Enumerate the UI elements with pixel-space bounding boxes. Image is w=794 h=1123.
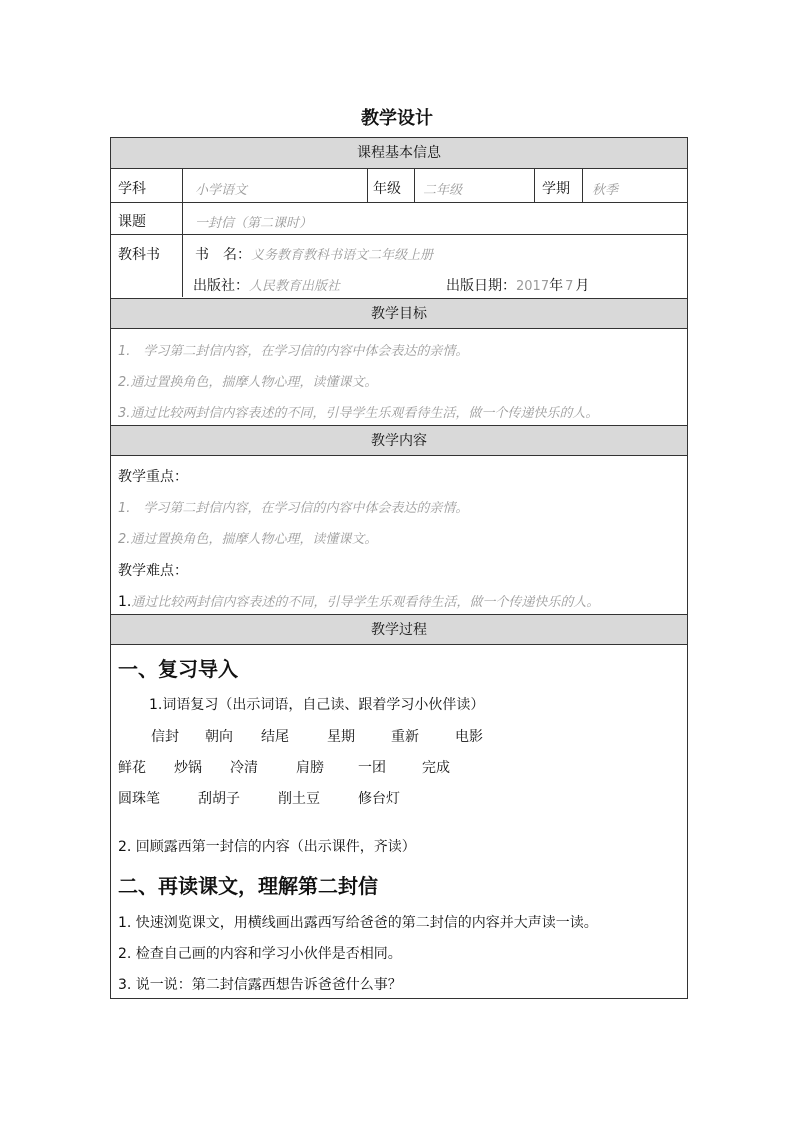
publisher-line: [193, 275, 340, 295]
vocab-word: 肩膀: [296, 760, 324, 776]
part2-item-3: 3. 说一说：第二封信露西想告诉爸爸什么事？: [118, 977, 402, 993]
book-name-label: 书 名：: [195, 247, 251, 263]
part2-heading: 二、再读课文，理解第二封信: [118, 874, 378, 898]
lesson-value: 一封信（第二课时）: [195, 216, 313, 231]
key-point-item-1: 1. 学习第二封信内容，在学习信的内容中体会表达的亲情。: [118, 501, 469, 516]
vocab-word: 修台灯: [358, 791, 400, 807]
goal-item-2: 2.通过置换角色，揣摩人物心理，读懂课文。: [118, 375, 378, 390]
vocab-word: 削土豆: [278, 791, 320, 807]
vocab-word: 炒锅: [174, 760, 202, 776]
subject-value: 小学语文: [195, 183, 248, 198]
term-label: 学期: [542, 181, 570, 197]
book-name-value: 义务教育教科书语文二年级上册: [251, 248, 434, 263]
publish-month-value: 7: [565, 279, 574, 294]
vocab-word: 信封: [151, 729, 179, 745]
column-divider: [534, 169, 535, 202]
difficult-point-text: 通过比较两封信内容表述的不同，引导学生乐观看待生活，做一个传递快乐的人。: [131, 595, 600, 610]
vocab-word: 圆珠笔: [118, 791, 160, 807]
vocab-word: 冷清: [230, 760, 258, 776]
part1-heading: 一、复习导入: [118, 657, 238, 681]
vocab-word: 星期: [327, 729, 355, 745]
difficult-point-item-1: [118, 591, 599, 610]
goal-item-3: 3.通过比较两封信内容表述的不同，引导学生乐观看待生活，做一个传递快乐的人。: [118, 406, 599, 421]
publish-month-unit: 月: [575, 278, 590, 294]
difficult-points-label: 教学难点：: [118, 563, 188, 579]
goal-item-1: 1. 学习第二封信内容，在学习信的内容中体会表达的亲情。: [118, 344, 469, 359]
lesson-label: 课题: [118, 214, 146, 230]
section-header-process: 教学过程: [111, 614, 687, 645]
part2-item-2: 2. 检查自己画的内容和学习小伙伴是否相同。: [118, 946, 402, 962]
vocab-word: 鲜花: [118, 760, 146, 776]
column-divider: [414, 169, 415, 202]
term-value: 秋季: [592, 183, 619, 198]
step1-text: 1.词语复习（出示词语，自己读、跟着学习小伙伴读）: [149, 697, 485, 713]
vocab-word: 朝向: [205, 729, 233, 745]
part2-item-1: 1. 快速浏览课文，用横线画出露西写给爸爸的第二封信的内容并大声读一读。: [118, 915, 598, 931]
publish-date-line: [446, 275, 589, 295]
difficult-point-number: 1.: [118, 594, 132, 610]
vocab-word: 完成: [422, 760, 450, 776]
step2-text: 2. 回顾露西第一封信的内容（出示课件，齐读）: [118, 839, 416, 855]
subject-label: 学科: [118, 181, 146, 197]
publisher-value: 人民教育出版社: [249, 279, 341, 294]
grade-label: 年级: [373, 181, 401, 197]
row-divider: [111, 234, 687, 235]
vocab-word: 刮胡子: [198, 791, 240, 807]
key-point-item-2: 2.通过置换角色，揣摩人物心理，读懂课文。: [118, 532, 378, 547]
publish-date-label: 出版日期：: [446, 278, 516, 294]
section-header-goals: 教学目标: [111, 298, 687, 329]
column-divider: [582, 169, 583, 202]
vocab-row-2: [118, 757, 450, 777]
textbook-label: 教科书: [118, 247, 160, 263]
column-divider: [182, 169, 183, 297]
lesson-plan-table: [110, 137, 688, 999]
book-name-line: [195, 244, 433, 264]
key-points-label: 教学重点：: [118, 469, 188, 485]
publish-year-unit: 年: [549, 278, 564, 294]
vocab-word: 结尾: [261, 729, 289, 745]
vocab-row-3: [118, 788, 400, 808]
vocab-word: 电影: [455, 729, 483, 745]
vocab-row-1: [151, 726, 483, 746]
publish-year-value: 2017: [516, 279, 550, 294]
column-divider: [367, 169, 368, 202]
section-header-basic-info: 课程基本信息: [111, 138, 687, 169]
vocab-word: 一团: [358, 760, 386, 776]
section-header-content: 教学内容: [111, 425, 687, 456]
row-divider: [111, 202, 687, 203]
publisher-label: 出版社：: [193, 278, 249, 294]
grade-value: 二年级: [423, 183, 463, 198]
document-title: 教学设计: [361, 108, 433, 129]
vocab-word: 重新: [391, 729, 419, 745]
